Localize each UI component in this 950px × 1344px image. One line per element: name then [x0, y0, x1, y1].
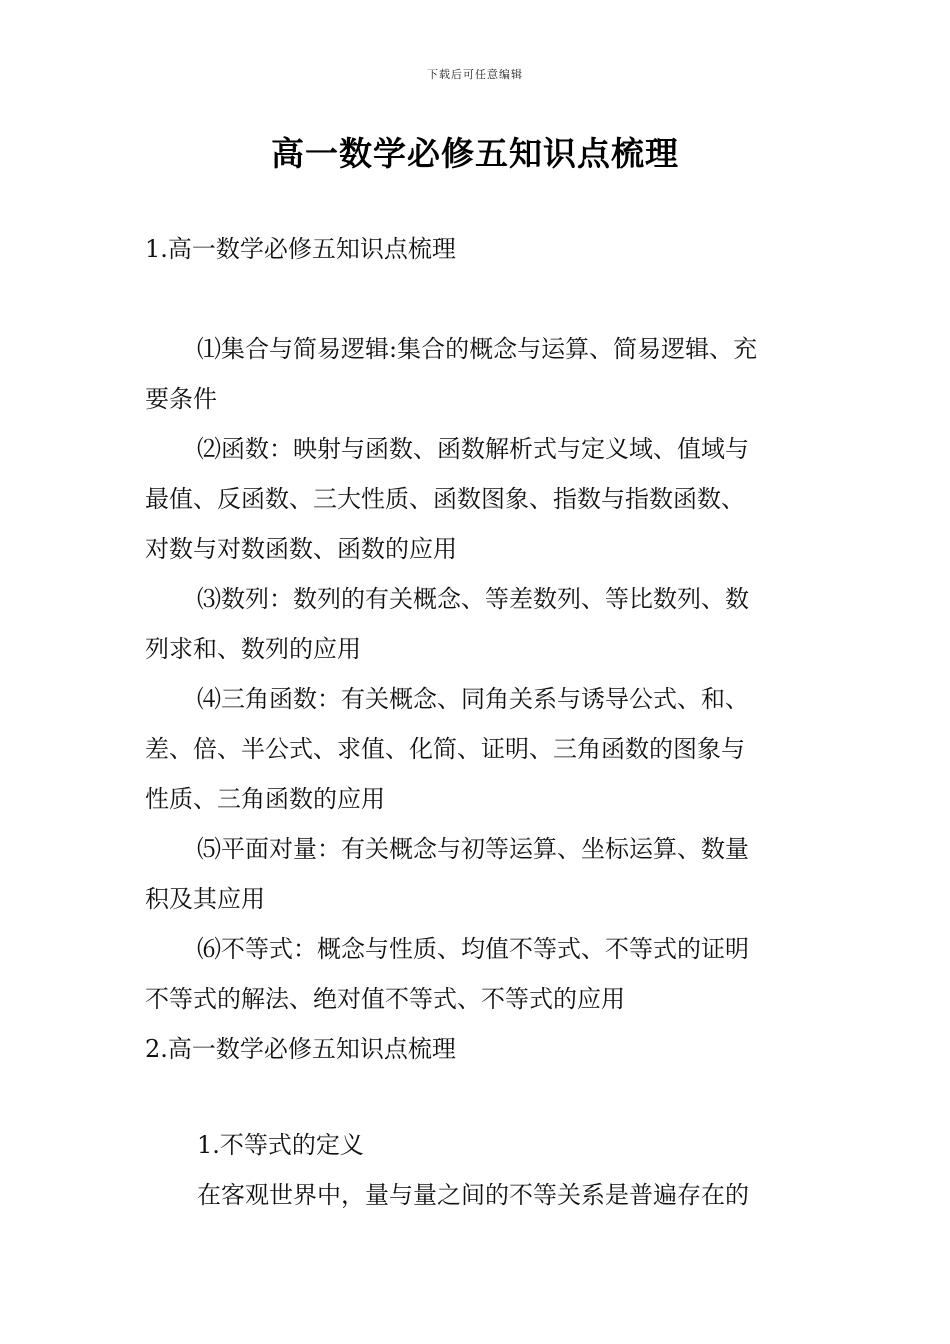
list-item-2-line-1: ⑵函数：映射与函数、函数解析式与定义域、值域与: [197, 435, 749, 463]
list-item-3-line-1: ⑶数列：数列的有关概念、等差数列、等比数列、数: [197, 585, 749, 613]
list-item-1-line-2: 要条件: [145, 385, 217, 413]
list-item-4-line-1: ⑷三角函数：有关概念、同角关系与诱导公式、和、: [197, 685, 749, 713]
list-item-2-line-3: 对数与对数函数、函数的应用: [145, 535, 457, 563]
header-note: 下载后可任意编辑: [427, 68, 523, 81]
section-2-subheading: 1.不等式的定义: [197, 1131, 364, 1159]
section-1-heading-block: [145, 224, 807, 274]
list-item-4-line-2: 差、倍、半公式、求值、化简、证明、三角函数的图象与: [145, 735, 745, 763]
list-item-6-line-2: 不等式的解法、绝对值不等式、不等式的应用: [145, 985, 625, 1013]
document-title: 高一数学必修五知识点梳理: [271, 134, 679, 173]
list-item-5-line-1: ⑸平面对量：有关概念与初等运算、坐标运算、数量: [197, 835, 749, 863]
list-item-5-line-2: 积及其应用: [145, 885, 265, 913]
list-item-3-line-2: 列求和、数列的应用: [145, 635, 361, 663]
section-2-heading: 2.高一数学必修五知识点梳理: [145, 1035, 456, 1063]
list-item-4-line-3: 性质、三角函数的应用: [145, 785, 385, 813]
section-1-heading: 1.高一数学必修五知识点梳理: [145, 235, 456, 263]
list-item-2-line-2: 最值、反函数、三大性质、函数图象、指数与指数函数、: [145, 485, 745, 513]
section-1-list: [145, 324, 807, 1074]
list-item-6-line-1: ⑹不等式：概念与性质、均值不等式、不等式的证明: [197, 935, 749, 963]
list-item-1-line-1: ⑴集合与简易逻辑:集合的概念与运算、简易逻辑、充: [197, 335, 758, 363]
section-2-body: [145, 1120, 807, 1220]
section-2-paragraph: 在客观世界中，量与量之间的不等关系是普遍存在的: [197, 1181, 749, 1209]
